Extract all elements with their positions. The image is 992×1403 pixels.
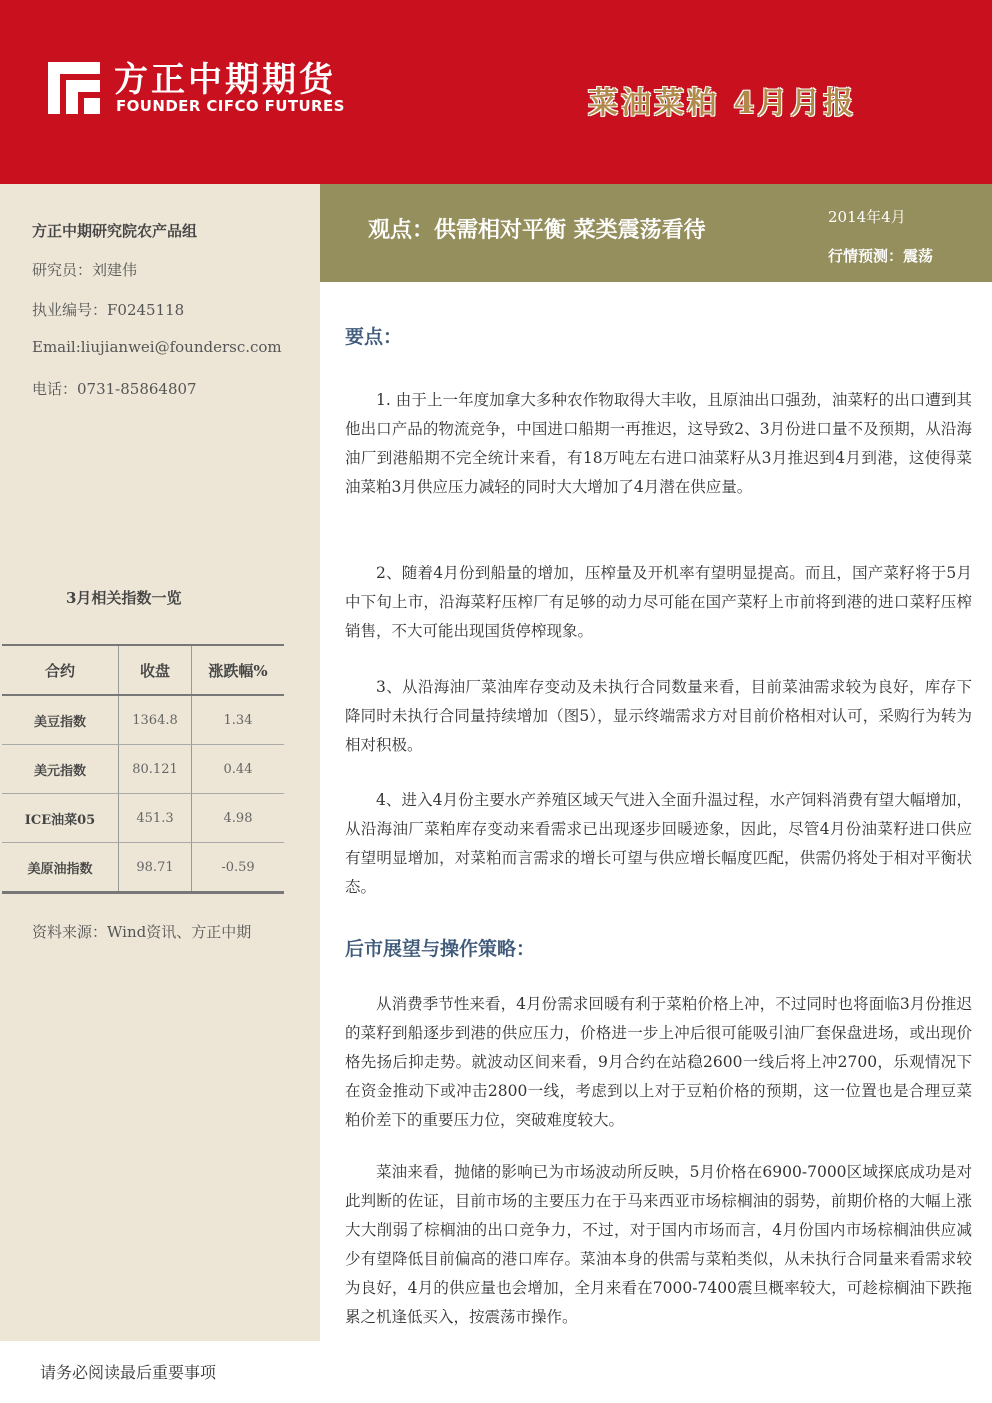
report-title: 菜油菜粕 4月月报	[588, 86, 857, 121]
table-row	[2, 745, 284, 794]
table-row	[2, 695, 284, 745]
data-source-note: 资料来源：Wind资讯、方正中期	[32, 923, 252, 941]
outlook-paragraph: 菜油来看，抛储的影响已为市场波动所反映，5月价格在6900-7000区域探底成功是对此判断的佐证，目前市场的主要压力在于马来西亚市场棕榈油的弱势，前期价格的大幅上涨大大削弱了棕榈油的出口竞争力，不过，对于国内市场而言，4月份国内市场棕榈油供应减少有望降低目前偏高的港口库存。菜油本身的供需与菜粕类似，从未执行合同量来看需求较为良好，4月的供应量也会增加，全月来看在7000-7400震旦概率较大，可趁棕榈油下跌拖累之机逢低买入，按震荡市操作。	[345, 1163, 972, 1326]
outlook-heading: 后市展望与操作策略：	[345, 938, 536, 960]
change-value: -0.59	[192, 843, 285, 893]
report-date: 2014年4月	[828, 208, 906, 226]
company-name-cn: 方正中期期货	[114, 60, 336, 100]
index-table	[2, 644, 284, 894]
license-number: 执业编号：F0245118	[32, 301, 185, 319]
column-header-contract: 合约	[2, 645, 119, 695]
table-row	[2, 794, 284, 843]
page-header	[0, 0, 992, 184]
view-banner	[320, 184, 992, 282]
close-value: 80.121	[119, 745, 192, 794]
footer-disclaimer: 请务必阅读最后重要事项	[40, 1363, 217, 1382]
research-org: 方正中期研究院农产品组	[32, 222, 198, 240]
change-value: 1.34	[192, 695, 285, 745]
outlook-paragraph: 从消费季节性来看，4月份需求回暖有利于菜粕价格上冲，不过同时也将面临3月份推迟的菜籽到船逐步到港的供应压力，价格进一步上冲后很可能吸引油厂套保盘进场，或出现价格先扬后抑走势。就波动区间来看，9月合约在站稳2600一线后将上冲2700，乐观情况下在资金推动下或冲击2800一线，考虑到以上对于豆粕价格的预期，这一位置也是合理豆菜粕价差下的重要压力位，突破难度较大。	[345, 995, 972, 1129]
close-value: 98.71	[119, 843, 192, 893]
contract-name: ICE油菜05	[2, 794, 119, 843]
founder-logo-icon	[48, 62, 100, 114]
contract-name: 美元指数	[2, 745, 119, 794]
close-value: 451.3	[119, 794, 192, 843]
contract-name: 美豆指数	[2, 695, 119, 745]
change-value: 0.44	[192, 745, 285, 794]
table-row	[2, 843, 284, 893]
column-header-close: 收盘	[119, 645, 192, 695]
market-forecast: 行情预测：震荡	[828, 247, 934, 265]
close-value: 1364.8	[119, 695, 192, 745]
index-table-title: 3月相关指数一览	[66, 589, 182, 607]
researcher-phone: 电话：0731-85864807	[32, 380, 197, 398]
view-headline: 观点：供需相对平衡 菜类震荡看待	[368, 218, 706, 243]
keypoints-heading: 要点：	[345, 326, 403, 348]
company-name-en: FOUNDER CIFCO FUTURES	[116, 97, 345, 115]
keypoint-paragraph: 2、随着4月份到船量的增加，压榨量及开机率有望明显提高。而且，国产菜籽将于5月中下旬上市，沿海菜籽压榨厂有足够的动力尽可能在国产菜籽上市前将到港的进口菜籽压榨销售，不大可能出现国货停榨现象。	[345, 564, 972, 640]
contract-name: 美原油指数	[2, 843, 119, 893]
researcher-name: 研究员：刘建伟	[32, 261, 138, 279]
researcher-email: Email:liujianwei@foundersc.com	[32, 338, 282, 356]
column-header-change: 涨跌幅%	[192, 645, 285, 695]
table-header-row	[2, 645, 284, 695]
change-value: 4.98	[192, 794, 285, 843]
keypoint-paragraph: 1. 由于上一年度加拿大多种农作物取得大丰收，且原油出口强劲，油菜籽的出口遭到其他出口产品的物流竞争，中国进口船期一再推迟，这导致2、3月份进口量不及预期，从沿海油厂到港船期不完全统计来看，有18万吨左右进口油菜籽从3月推迟到4月到港，这使得菜油菜粕3月供应压力减轻的同时大大增加了4月潜在供应量。	[345, 391, 972, 496]
keypoint-paragraph: 4、进入4月份主要水产养殖区域天气进入全面升温过程，水产饲料消费有望大幅增加，从沿海油厂菜粕库存变动来看需求已出现逐步回暖迹象，因此，尽管4月份油菜籽进口供应有望明显增加，对菜粕而言需求的增长可望与供应增长幅度匹配，供需仍将处于相对平衡状态。	[345, 791, 972, 896]
keypoint-paragraph: 3、从沿海油厂菜油库存变动及未执行合同数量来看，目前菜油需求较为良好，库存下降同时未执行合同量持续增加（图5），显示终端需求方对目前价格相对认可，采购行为转为相对积极。	[345, 678, 972, 754]
